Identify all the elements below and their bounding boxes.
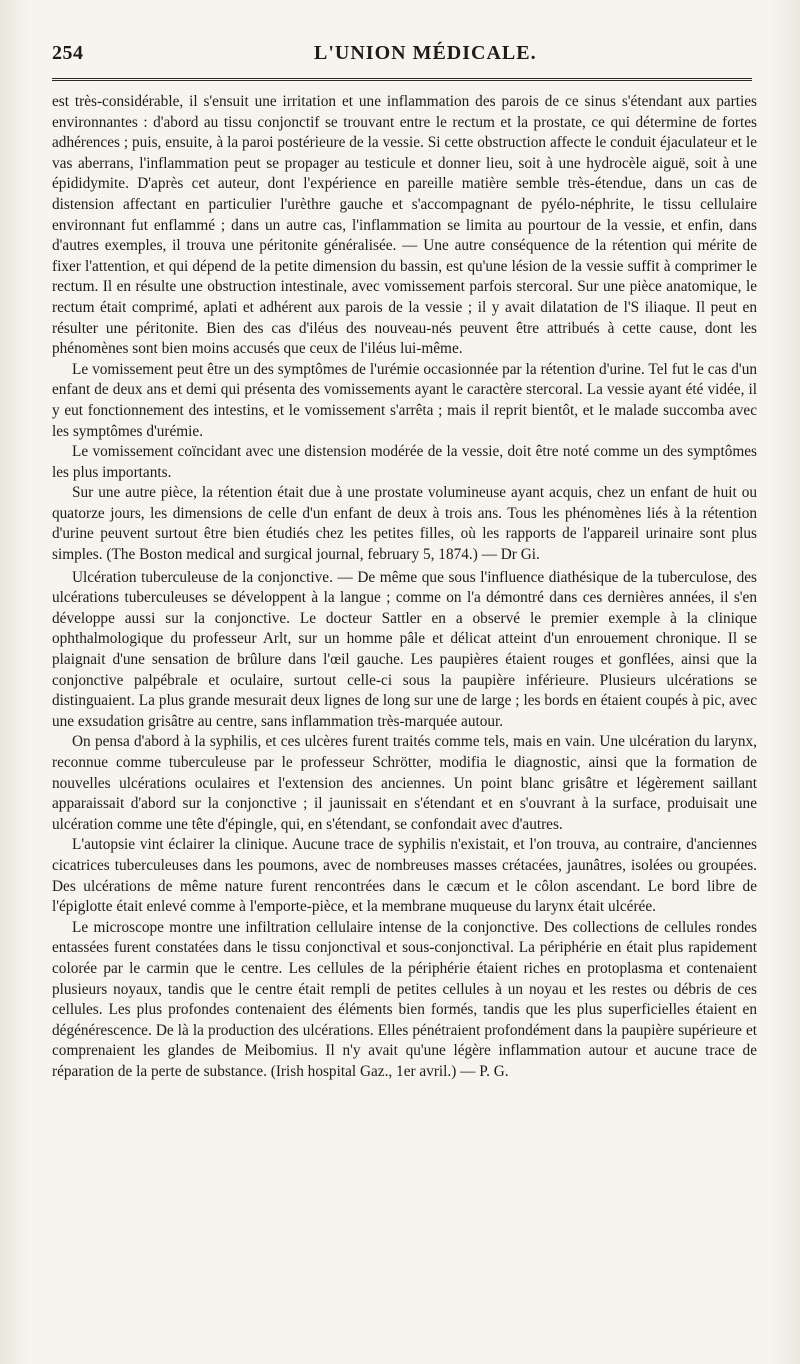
running-title: L'UNION MÉDICALE.	[314, 42, 537, 64]
paragraph-6: On pensa d'abord à la syphilis, et ces ulcères furent traités comme tels, mais en vain. Une ulcération du larynx, reconnue comme tuberculeuse par le professeur Schrötter, modifia le diagnostic, ainsi que la formation de nouvelles ulcérations oculaires et l'extension des anciennes. Un point blanc grisâtre et légèrement saillant apparaissait d'abord sur la conjonctive ; il jaunissait en s'étendant et en s'ouvrant à la surface, produisait une ulcération comme une tête d'épingle, qui, en s'étendant, se confondait avec d'autres.	[52, 733, 757, 833]
paragraph-3: Le vomissement coïncidant avec une distension modérée de la vessie, doit être noté comme un des symptômes les plus importants.	[52, 443, 757, 481]
paragraph-7: L'autopsie vint éclairer la clinique. Aucune trace de syphilis n'existait, et l'on trouva, au contraire, d'anciennes cicatrices tuberculeuses dans les poumons, avec de nombreuses masses crétacées, jaunâtres, isolées ou groupées. Des ulcérations de même nature furent rencontrées dans le cæcum et le côlon ascendant. Le bord libre de l'épiglotte était enlevé comme à l'emporte-pièce, et la membrane muqueuse du larynx était ulcérée.	[52, 836, 757, 916]
paragraph-8: Le microscope montre une infiltration cellulaire intense de la conjonctive. Des collections de cellules rondes entassées furent constatées dans le tissu conjonctival et sous-conjonctival. La périphérie en était plus rapidement colorée par le carmin que le centre. Les cellules de la périphérie étaient riches en protoplasma et contenaient plusieurs noyaux, tandis que le centre était rempli de petites cellules à un noyau et les restes ou débris de ces cellules. Les plus profondes contenaient des éléments bien formés, tandis que les plus superficielles étaient en dégénérescence. De là la production des ulcérations. Elles pénétraient profondément dans la paupière supérieure et comprenaient les glandes de Meibomius. Il n'y avait qu'une légère inflammation autour et aucune trace de réparation de la perte de substance. (Irish hospital Gaz., 1er avril.) — P. G.	[52, 918, 757, 1080]
paragraph-4: Sur une autre pièce, la rétention était due à une prostate volumineuse ayant acquis, chez un enfant de huit ou quatorze jours, les dimensions de celle d'un enfant de deux à trois ans. Tous les phénomènes liés à la rétention d'urine peuvent surtout être bien étudiés chez les petites filles, où les rapports de l'appareil urinaire sont plus simples. (The Boston medical and surgical journal, february 5, 1874.) — Dr Gi.	[52, 484, 757, 564]
paragraph-2: Le vomissement peut être un des symptômes de l'urémie occasionnée par la rétention d'urine. Tel fut le cas d'un enfant de deux ans et demi qui présenta des vomissements ayant le caractère stercoral. La vessie ayant été vidée, il y eut fonctionnement des intestins, et le vomissement s'arrêta ; mais il reprit bientôt, et le malade succomba avec les symptômes d'urémie.	[52, 360, 757, 440]
paragraph-1: est très-considérable, il s'ensuit une irritation et une inflammation des parois de ce sinus s'étendant aux parties environnantes : d'abord au tissu conjonctif se trouvant entre le rectum et la prostate, ce qui détermine de fortes adhérences ; puis, ensuite, à la paroi postérieure de la vessie. Si cette obstruction affecte le conduit éjaculateur et le vas aberrans, l'inflammation peut se propager au testicule et donner lieu, soit à une hydrocèle aiguë, soit à une épididymite. D'après cet auteur, dont l'expérience en pareille matière semble très-étendue, dans un cas de distension affectant en particulier l'urèthre gauche et s'accompagnant de pyélo-néphrite, le tissu cellulaire environnant fut enflammé ; dans un autre cas, l'inflammation se limita au pourtour de la vessie, et enfin, dans d'autres exemples, il trouva une péritonite généralisée. — Une autre conséquence de la rétention qui mérite de fixer l'attention, et qui dépend de la petite dimension du bassin, est qu'une lésion de la vessie suffit à comprimer le rectum. Il en résulte une obstruction intestinale, avec vomissement parfois stercoral. Sur une pièce anatomique, le rectum était comprimé, aplati et adhérent aux parois de la vessie ; il y avait dilatation de l'S iliaque. Il peut en résulter une péritonite. Bien des cas d'iléus des nouveau-nés peuvent être attribués à cette cause, dont les phénomènes sont bien moins accusés que ceux de l'iléus lui-même.	[52, 93, 757, 358]
page-number: 254	[52, 42, 84, 64]
page-header	[52, 42, 752, 72]
paragraph-5: Ulcération tuberculeuse de la conjonctive. — De même que sous l'influence diathésique de la tuberculose, des ulcérations tuberculeuses se développent à la langue ; comme on l'a démontré dans ces dernières années, il s'en développe aussi sur la conjonctive. Le docteur Sattler en a observé le premier exemple à la clinique ophthalmologique du professeur Arlt, sur un homme pâle et délicat atteint d'un enrouement chronique. Il se plaignait d'une sensation de brûlure dans l'œil gauche. Les paupières étaient rouges et gonflées, ainsi que la conjonctive palpébrale et oculaire, surtout celle-ci sous la paupière inférieure. Plusieurs ulcérations se distinguaient. La plus grande mesurait deux lignes de long sur une de large ; les bords en étaient coupés à pic, avec une exsudation grisâtre au centre, sans inflammation très-marquée autour.	[52, 568, 757, 730]
header-rule	[52, 78, 752, 85]
article-body	[52, 92, 757, 1083]
